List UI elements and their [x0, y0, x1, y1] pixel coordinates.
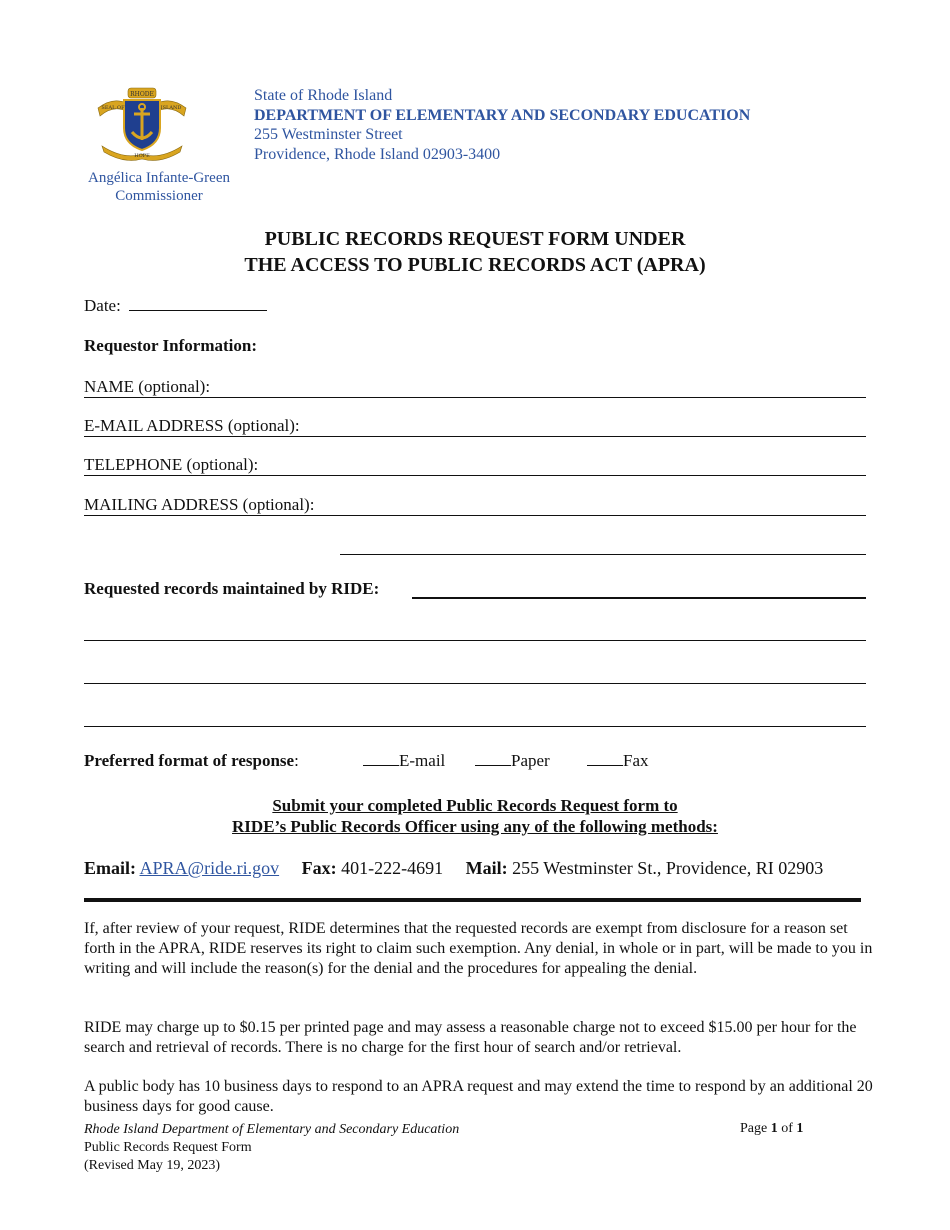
title-line-1: PUBLIC RECORDS REQUEST FORM UNDER [264, 228, 686, 250]
preferred-format-row [84, 751, 299, 771]
contact-fax-label: Fax: [301, 858, 337, 878]
footer [84, 1121, 459, 1175]
title-line-2: THE ACCESS TO PUBLIC RECORDS ACT (APRA) [244, 254, 706, 276]
mailing-address-line-2[interactable] [340, 554, 866, 555]
format-option-fax[interactable] [587, 751, 649, 771]
format-option-paper[interactable] [475, 751, 550, 771]
contact-email-label: Email: [84, 858, 136, 878]
seal-text-bottom: HOPE [134, 153, 150, 159]
exemption-paragraph: If, after review of your request, RIDE determines that the requested records are exempt from disclosure for a reason set forth in the APRA, RIDE reserves its right to claim such exemption. Any denial, in whole or in part, will be made to you in writing and will include the reason(s) for the denial and the procedures for appealing the denial. [84, 920, 873, 977]
preferred-format-colon: : [294, 751, 299, 770]
date-label: Date: [84, 296, 121, 315]
footer-revised: (Revised May 19, 2023) [84, 1158, 221, 1173]
page-of: of [777, 1121, 797, 1136]
page-total: 1 [796, 1121, 804, 1136]
seal-text-right: ISLAND [160, 105, 182, 111]
requestor-heading: Requestor Information: [84, 336, 257, 355]
preferred-format-label: Preferred format of response [84, 751, 295, 770]
state-seal-logo [94, 86, 190, 162]
requested-records-field[interactable] [84, 579, 866, 599]
format-paper-label: Paper [511, 751, 550, 770]
contact-methods [84, 858, 823, 879]
submit-line-1: Submit your completed Public Records Request form to [272, 796, 678, 815]
footer-org: Rhode Island Department of Elementary and Secondary Education [84, 1122, 460, 1137]
seal-text-left: SEAL OF [101, 105, 125, 111]
page-prefix: Page [740, 1121, 771, 1136]
page-number [740, 1121, 803, 1137]
mailing-address-label: MAILING ADDRESS (optional): [84, 495, 315, 514]
requested-records-line-2[interactable] [84, 640, 866, 641]
requested-records-label: Requested records maintained by RIDE: [84, 579, 380, 598]
format-option-email[interactable] [363, 751, 445, 771]
date-field [84, 294, 267, 316]
contact-fax-value: 401-222-4691 [341, 858, 444, 878]
mailing-address-field[interactable] [84, 491, 866, 516]
name-field[interactable] [84, 373, 866, 398]
format-paper-blank[interactable] [475, 751, 511, 766]
section-divider [84, 898, 861, 902]
submit-instructions [0, 795, 950, 837]
name-label: NAME (optional): [84, 377, 211, 396]
format-email-blank[interactable] [363, 751, 399, 766]
commissioner-title: Commissioner [115, 188, 203, 204]
state-name: State of Rhode Island [254, 87, 393, 104]
telephone-label: TELEPHONE (optional): [84, 455, 259, 474]
response-time-paragraph: A public body has 10 business days to respond to an APRA request and may extend the time to respond by an additional 20 business days for good cause. [84, 1078, 873, 1115]
contact-mail-value: 255 Westminster St., Providence, RI 02903 [512, 858, 824, 878]
street-address: 255 Westminster Street [254, 126, 403, 143]
commissioner-name: Angélica Infante-Green [87, 170, 230, 186]
contact-mail-label: Mail: [465, 858, 508, 878]
format-fax-label: Fax [623, 751, 649, 770]
commissioner-block [84, 169, 234, 205]
contact-email-link[interactable]: APRA@ride.ri.gov [139, 858, 280, 878]
telephone-field[interactable] [84, 451, 866, 476]
submit-line-2: RIDE’s Public Records Officer using any of the following methods: [232, 817, 718, 836]
page-current: 1 [770, 1121, 778, 1136]
department-name: DEPARTMENT OF ELEMENTARY AND SECONDARY EDUCATION [254, 106, 751, 124]
footer-form-name: Public Records Request Form [84, 1140, 252, 1155]
page-title [0, 226, 950, 278]
requested-records-line-3[interactable] [84, 683, 866, 684]
seal-text-top: RHODE [130, 91, 154, 98]
requested-records-line-4[interactable] [84, 726, 866, 727]
requested-records-line-1[interactable] [412, 597, 866, 599]
date-input-line[interactable] [129, 294, 267, 311]
email-field[interactable] [84, 412, 866, 437]
format-fax-blank[interactable] [587, 751, 623, 766]
format-email-label: E-mail [399, 751, 446, 770]
email-label: E-MAIL ADDRESS (optional): [84, 416, 300, 435]
city-address: Providence, Rhode Island 02903-3400 [254, 145, 501, 163]
letterhead [254, 86, 750, 164]
charges-paragraph: RIDE may charge up to $0.15 per printed page and may assess a reasonable charge not to exceed $15.00 per hour for the search and retrieval of records. There is no charge for the first hour of search and/or retrieval. [84, 1019, 857, 1056]
